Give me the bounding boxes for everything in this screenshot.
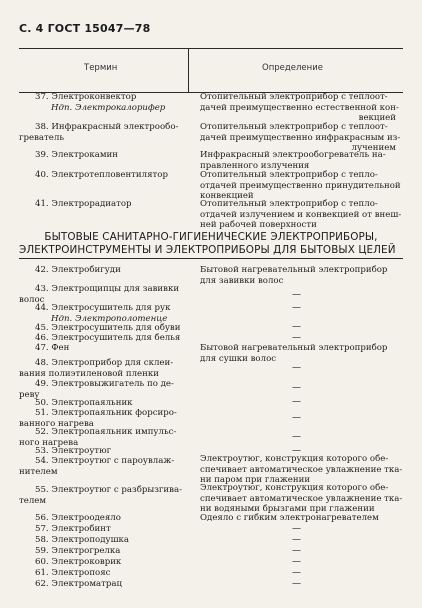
definition-text: отдачей преимущественно принудительной — [200, 180, 401, 191]
term-text: реву — [19, 389, 40, 400]
term-text: 50. Электропаяльник — [35, 398, 133, 408]
definition-text: ней рабочей поверхности — [200, 220, 317, 230]
term-39 — [35, 150, 118, 161]
definition-40 — [200, 170, 401, 202]
term-text: 57. Электробинт — [35, 524, 111, 534]
term-text: 38. Инфракрасный электрообо- — [35, 122, 179, 132]
definition-58-dash: — — [292, 535, 301, 545]
term-text: 40. Электротепловентилятор — [35, 170, 168, 180]
term-53 — [35, 446, 111, 457]
term-text: ванного нагрева — [19, 418, 94, 429]
definition-53-dash: — — [292, 446, 301, 456]
definition-46-dash: — — [292, 333, 301, 343]
term-text: 49. Электровыжигатель по де- — [35, 379, 174, 389]
definition-62-dash: — — [292, 579, 301, 589]
term-text: 41. Электрорадиатор — [35, 199, 132, 209]
definition-text: Инфракрасный электрообогреватель на- — [200, 150, 386, 160]
definition-text: ни паром при глажении — [200, 475, 311, 485]
term-47 — [35, 343, 69, 354]
definition-57-dash: — — [292, 524, 301, 534]
term-text: 58. Электроподушка — [35, 535, 130, 545]
term-text: 51. Электропаяльник форсиро- — [35, 408, 177, 418]
term-54 — [19, 456, 175, 477]
column-separator — [188, 48, 189, 92]
term-40 — [35, 170, 168, 181]
section-title — [19, 231, 403, 256]
term-text: 39. Электрокамин — [35, 150, 118, 160]
definition-text: Электроутюг, конструкция которого обе- — [200, 454, 389, 464]
term-text: телем — [19, 495, 47, 506]
term-text: 44. Электросушитель для рук — [35, 303, 171, 313]
term-text: 48. Электроприбор для склеи- — [35, 358, 174, 368]
definition-50-dash: — — [292, 397, 301, 407]
definition-text: спечивает автоматическое увлажнение тка- — [200, 493, 403, 504]
term-62 — [35, 579, 122, 590]
definition-51-dash: — — [292, 413, 301, 423]
term-text: 43. Электрощипцы для завивки — [35, 284, 180, 294]
term-text: 45. Электросушитель для обуви — [35, 323, 181, 333]
definition-text: Отопительный электроприбор с тепло- — [200, 170, 378, 180]
definition-text: для завивки волос — [200, 275, 284, 286]
term-note: Ндп. Электрополотенце — [51, 313, 168, 324]
term-60 — [35, 557, 121, 568]
definition-text: векцией — [358, 113, 396, 123]
definition-text: Отопительный электроприбор с теплоот- — [200, 92, 388, 102]
column-header-term: Термин — [84, 63, 118, 73]
definition-text: лучением — [351, 143, 396, 153]
definition-text: Одеяло с гибким электронагревателем — [200, 513, 379, 523]
section-rule — [19, 258, 403, 259]
term-text: греватель — [19, 132, 65, 143]
term-51 — [19, 408, 177, 429]
term-text: 37. Электроконвектор — [35, 92, 137, 102]
definition-43-dash: — — [292, 290, 301, 300]
term-56 — [35, 513, 121, 524]
definition-text: Электроутюг, конструкция которого обе- — [200, 483, 389, 493]
definition-55 — [200, 483, 403, 515]
term-text: ного нагрева — [19, 437, 79, 448]
definition-text: дачей преимущественно естественной кон- — [200, 102, 399, 113]
term-55 — [19, 485, 183, 506]
term-text: 54. Электроутюг с пароувлаж- — [35, 456, 175, 466]
definition-text: ни водяными брызгами при глажении — [200, 504, 375, 514]
definition-49-dash: — — [292, 383, 301, 393]
term-text: 47. Фен — [35, 343, 70, 353]
definition-59-dash: — — [292, 546, 301, 556]
definition-48-dash: — — [292, 363, 301, 373]
term-52 — [19, 427, 177, 448]
term-61 — [35, 568, 110, 579]
term-text: волос — [19, 294, 45, 305]
definition-text: Отопительный электроприбор с теплоот- — [200, 122, 388, 132]
term-text: вания полиэтиленовой пленки — [19, 368, 159, 379]
term-37 — [35, 92, 165, 113]
term-45 — [35, 323, 181, 334]
section-title-line: ЭЛЕКТРОИНСТРУМЕНТЫ И ЭЛЕКТРОПРИБОРЫ ДЛЯ БЫТОВЫХ ЦЕЛЕЙ — [19, 243, 396, 256]
definition-text: отдачей излучением и конвекцией от внеш- — [200, 209, 402, 220]
definition-37 — [200, 92, 399, 124]
term-text: нителем — [19, 466, 58, 477]
term-text: 55. Электроутюг с разбрызгива- — [35, 485, 183, 495]
term-58 — [35, 535, 129, 546]
term-text: 42. Электробигуди — [35, 265, 121, 275]
term-49 — [19, 379, 174, 400]
term-text: 60. Электроковрик — [35, 557, 122, 567]
page-header: С. 4 ГОСТ 15047—78 — [19, 22, 151, 35]
term-note: Ндп. Электрокалорифер — [51, 102, 166, 113]
term-text: 46. Электросушитель для белья — [35, 333, 181, 343]
term-46 — [35, 333, 180, 344]
definition-text: дачей преимущественно инфракрасным из- — [200, 132, 401, 143]
column-header-definition: Определение — [262, 63, 323, 73]
definition-41 — [200, 199, 402, 231]
term-44 — [35, 303, 170, 324]
table-top-rule — [19, 48, 403, 49]
term-43 — [19, 284, 180, 305]
term-text: 56. Электроодеяло — [35, 513, 121, 523]
definition-text: Бытовой нагревательный электроприбор — [200, 343, 388, 353]
term-38 — [19, 122, 179, 143]
definition-text: правленного излучения — [200, 160, 310, 171]
term-text: 61. Электропояс — [35, 568, 111, 578]
term-text: 62. Электроматрац — [35, 579, 123, 589]
definition-45-dash: — — [292, 322, 301, 332]
definition-text: спечивает автоматическое увлажнение тка- — [200, 464, 403, 475]
definition-38 — [200, 122, 401, 154]
definition-47 — [200, 343, 396, 364]
definition-44-dash: — — [292, 303, 301, 313]
definition-39 — [200, 150, 396, 171]
definition-text: конвекцией — [200, 191, 254, 201]
definition-42 — [200, 265, 396, 286]
term-text: 59. Электрогрелка — [35, 546, 121, 556]
definition-60-dash: — — [292, 557, 301, 567]
term-50 — [35, 398, 133, 409]
definition-52-dash: — — [292, 432, 301, 442]
section-title-line: БЫТОВЫЕ САНИТАРНО-ГИГИЕНИЧЕСКИЕ ЭЛЕКТРОПРИБОРЫ, — [44, 231, 378, 243]
term-48 — [19, 358, 174, 379]
term-41 — [35, 199, 132, 210]
definition-text: для сушки волос — [200, 353, 277, 364]
definition-text: Отопительный электроприбор с тепло- — [200, 199, 378, 209]
definition-61-dash: — — [292, 568, 301, 578]
term-42 — [35, 265, 121, 276]
term-text: 53. Электроутюг — [35, 446, 112, 456]
term-57 — [35, 524, 111, 535]
term-59 — [35, 546, 120, 557]
definition-text: Бытовой нагревательный электроприбор — [200, 265, 388, 275]
definition-56 — [200, 513, 396, 524]
term-text: 52. Электропаяльник импульс- — [35, 427, 177, 437]
definition-54 — [200, 454, 403, 486]
